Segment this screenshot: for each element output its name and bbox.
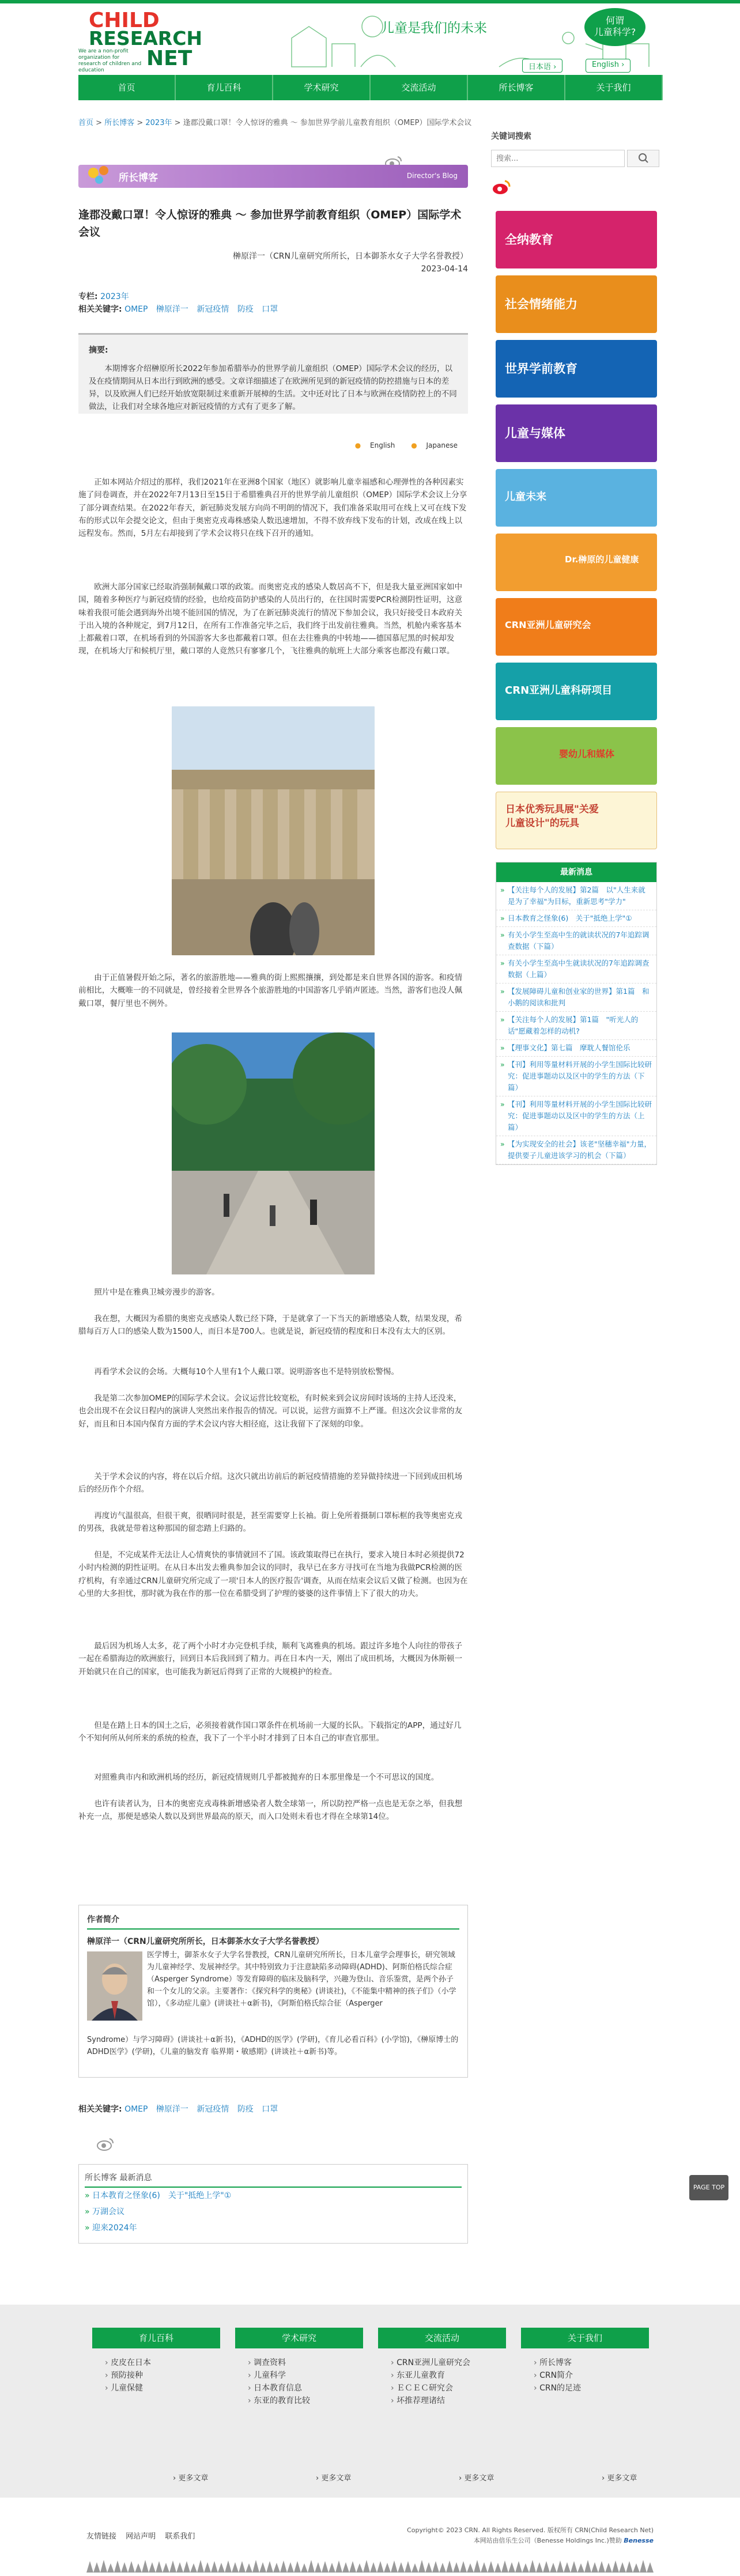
footer-column-title[interactable]: 学术研究 [235, 2328, 363, 2348]
news-item[interactable]: » 【发展障碍儿童和创业家的世界】第1篇 和小鹅的阅读和批判 [496, 984, 656, 1012]
search-button[interactable] [627, 150, 659, 167]
abstract-text: 本期博客介绍榊原所长2022年参加希腊举办的世界学前儿童组织（OMEP）国际学术会议的经历，以及在疫情期间从日本出行到欧洲的感受。文章详细描述了在欧洲所见到的新冠疫情的防控措施与日本的差异，以及欧洲人们已经开始放宽限制过来重新开展樟的生活。文中还对比了日本与欧洲在疫情防控上的不同做法，让我们对全球各地应对新冠疫情的方式有了更多了解。 [89, 364, 457, 411]
footer-column-title[interactable]: 育儿百科 [92, 2328, 220, 2348]
banner-asia-research[interactable]: CRN亚洲儿童研究会 [496, 598, 657, 656]
blog-latest-item[interactable]: » 万湖会议 [85, 2204, 462, 2220]
footer-more-link[interactable]: › 更多文章 [173, 2474, 209, 2483]
post-paragraph: 关于学术会议的内容，将在以后介绍。这次只就出访前后的新冠疫情措施的差异做持续进一下回到成田机场后的经历作个介绍。 [78, 1472, 463, 1495]
grass-decoration [86, 2555, 654, 2573]
news-item[interactable]: » 【关注每个人的发展】第1篇 "听光人的话"愿藏着怎样的动机? [496, 1012, 656, 1040]
footer-more-link[interactable]: › 更多文章 [316, 2474, 352, 2483]
director-blog-bar [78, 165, 468, 188]
post-paragraph: 欧洲大部分国家已经取消强制佩戴口罩的政策。而奥密克戎的感染人数居高不下，但是我大量亚洲国家如中国，随着多种医疗与新冠疫情的经验，也给疫苗防护感染的人员出行的，在往国时需要PCR检测阴性证明，这意味着我很可能会遇到海外出境不能回国的情况，为了在新冠肺炎流行的情况下参加会议，我只好接受日本政府关于出入境的各种规定，到7月12日，在所有工作准备完毕之后，我们终于出发前往雅典。当然，机舱内乘客基本上都戴着口罩，在机场看到的外国游客大多也都戴着口罩。但在去往雅典的中转地——德国慕尼黑的时候却发现，在机场大厅和候机厅里，戴口罩的人竟然只有寥寥几个，飞往雅典的航班上大部分乘客也都没有戴口罩。 [78, 582, 463, 656]
post-paragraph: 正如本网站介绍过的那样，我们2021年在亚洲8个国家（地区）就影响儿童幸福感和心理弹性的各种因素实施了问卷调查，并在2022年7月13日至15日于希腊雅典召开的世界学前儿童组织（OMEP）国际学术会议上分享了部分调查结果。在2022年春天，新冠肺炎发展方向尚不明朗的情况下，我们准备采取用可在线上又可在线下发布的形式以年会提交论文，但由于奥密克戎毒株感染人数迅速增加，不得不放弃线下发布的计划，改成在线上以远程发布。然而，5月左右却接到了学术会议将只在线下召开的通知。 [78, 478, 467, 539]
banner-children-media[interactable]: 儿童与媒体 [496, 404, 657, 462]
weibo-icon[interactable] [491, 177, 512, 196]
post-meta-bottom [78, 2103, 284, 2116]
site-footer [0, 2305, 740, 2498]
language-links [341, 441, 458, 449]
author-profile-label: 作者简介 [87, 1913, 459, 1930]
breadcrumb-current: 逢郡没戴口罩！令人惊讶的雅典 ～ 参加世界学前儿童教育组织（OMEP）国际学术会议 [183, 119, 472, 127]
friend-links[interactable]: 友情链接 [86, 2532, 117, 2541]
nav-exchange[interactable]: 交流活动 [371, 75, 467, 100]
blog-bar-title: 所长博客 [119, 172, 158, 184]
post-paragraph: 最后因为机场人太多，花了两个小时才办完登机手续，顺利飞离雅典的机场。跟过许多地个人向往的带孩子一起在希腊海边的欧洲旅行，回到日本后我回到了精力。再在日本内一天，刚出了成田机场，大概因为休斯顿一开始就只在自己的国家，也可能我为新冠后得到了正常的大规模护的检查。 [78, 1641, 463, 1677]
post-paragraph: 由于正值暑假开始之际，著名的旅游胜地——雅典的街上熙熙攘攘，到处都是来自世界各国的游客。和疫情前相比，大概唯一的不同就是，曾经接着全世界各个旅游胜地的中国游客几乎销声匿迹。当然，游客们也没人佩戴口罩，餐厅里也不例外。 [78, 973, 463, 1008]
benesse-logo[interactable]: Benesse [624, 2537, 654, 2544]
news-item[interactable]: » 有关小学生至高中生就读状况的7年追踪调查数据（上篇） [496, 955, 656, 984]
keyword-link[interactable]: 口罩 [262, 305, 278, 314]
nav-childcare[interactable]: 育儿百科 [176, 75, 272, 100]
news-item[interactable]: » 【刊】利用等量材料开展的小学生国际比较研究：促进事题动以及区中的学生的方法（上篇） [496, 1096, 656, 1136]
photo-caption: 照片中是在雅典卫城旁漫步的游客。 [94, 1288, 220, 1297]
blog-latest-item[interactable]: » 迎来2024年 [85, 2220, 462, 2236]
footer-link[interactable]: › CRN的足迹 [534, 2382, 649, 2395]
post-paragraph: 我是第二次参加OMEP的国际学术会议。会议运营比较宽松，有时候来到会议房间时该场的主持人还没来，也会出现不在会议日程内的演讲人突然出来作报告的情况。可以说，运营方面算不上严谨。但这次会议非常的友好，而且和日本国内保育方面的学术会议内容大相径庭，这让我留下了深刻的印象。 [78, 1394, 463, 1429]
breadcrumb-blog[interactable]: 所长博客 [104, 119, 135, 127]
english-site-button[interactable]: English › [586, 59, 630, 73]
footer-column-title[interactable]: 关于我们 [521, 2328, 649, 2348]
blog-latest-box [78, 2164, 468, 2244]
nav-about[interactable]: 关于我们 [565, 75, 662, 100]
header-title: 儿童是我们的未来 [381, 21, 487, 36]
parthenon-photo [172, 706, 375, 955]
banner-infants-media[interactable]: 婴幼儿和媒体 [496, 727, 657, 785]
keyword-link[interactable]: 新冠疫情 [197, 2105, 229, 2114]
banner-social-emotional[interactable]: 社会情绪能力 [496, 275, 657, 333]
footer-link[interactable]: › 日本教育信息 [248, 2382, 363, 2395]
breadcrumb-year[interactable]: 2023年 [145, 119, 172, 127]
keyword-link[interactable]: 口罩 [262, 2105, 278, 2114]
logo-child: CHILD [89, 9, 160, 32]
footer-column-childcare [92, 2328, 220, 2395]
author-profile-box [78, 1905, 468, 2078]
news-item[interactable]: » 【刊】利用等量材料开展的小学生国际比较研究：促进事题动以及区中的学生的方法（下篇） [496, 1057, 656, 1096]
footer-more-link[interactable]: › 更多文章 [459, 2474, 494, 2483]
keywords-label: 相关关键字: [78, 305, 122, 314]
footer-link[interactable]: › 儿童科学 [248, 2369, 363, 2382]
sidebar [491, 130, 662, 1160]
blog-latest-label: 所长博客 最新消息 [85, 2172, 462, 2188]
post-paragraph: 再度访气温很高，但很干爽，很晒同时很是，甚至需要穿上长袖。街上免所着摄制口罩标框的我等奥密克戎的男孩，我就是带着这种那国的留恋踏上归路的。 [78, 1511, 463, 1534]
athens-street-photo [172, 1032, 375, 1274]
footer-link[interactable]: › 预防接种 [105, 2369, 220, 2382]
japanese-version-link[interactable]: ● Japanese [411, 441, 458, 449]
post-title: 逢郡没戴口罩！令人惊讶的雅典 ～ 参加世界学前教育组织（OMEP）国际学术会议 [78, 209, 462, 239]
footer-column-exchange [378, 2328, 506, 2407]
keyword-link[interactable]: OMEP [124, 2105, 148, 2114]
banner-dr-sakakihara[interactable]: Dr.榊原的儿童健康 [496, 534, 657, 591]
page-top-button[interactable]: PAGE TOP [689, 2175, 728, 2200]
post-paragraph: 也许有读者认为，日本的奥密克戎毒株新增感染者人数全球第一，所以防控严格一点也是无奈之举，但我想补充一点，那便是感染人数以及到世界最高的原天，而入口处则未看也才得在全球第14位。 [78, 1799, 463, 1822]
bottom-links [86, 2530, 202, 2541]
logo-net: NET [146, 47, 192, 70]
search-input[interactable] [491, 150, 625, 167]
post-paragraph: 再看学术会议的会场。大概每10个人里有1个人戴口罩。说明游客也不是特别放松警惕。 [94, 1367, 399, 1376]
blog-bar-decoration-icon [86, 165, 115, 188]
blog-bar-en: Director's Blog [406, 172, 458, 180]
footer-column-about [521, 2328, 649, 2395]
footer-column-title[interactable]: 交流活动 [378, 2328, 506, 2348]
keywords-label: 相关关键字: [78, 2105, 122, 2114]
footer-link[interactable]: › 坏推荐理诸结 [391, 2395, 506, 2407]
post-paragraph: 但是在踏上日本的国土之后，必须接着就作国口罩条件在机场前一大厦的长队。下载指定的APP，通过好几个不知何所从何所来的系统的检查，我下了一个半小时才排到了日本自己的审查官那里。 [78, 1721, 462, 1743]
what-is-child-science-bubble[interactable]: 何谓 儿童科学? [584, 8, 645, 46]
footer-link[interactable]: › 皮皮在日本 [105, 2356, 220, 2369]
banner-asia-projects[interactable]: CRN亚洲儿童科研项目 [496, 663, 657, 720]
news-item[interactable]: » 有关小学生至高中生的就读状况的7年追踪调查数据（下篇） [496, 927, 656, 955]
footer-link[interactable]: › 儿童保健 [105, 2382, 220, 2395]
japanese-site-button[interactable]: 日本语 › [522, 59, 562, 73]
main-nav [78, 75, 662, 100]
contact-link[interactable]: 联系我们 [165, 2532, 195, 2541]
footer-link[interactable]: › 所长博客 [534, 2356, 649, 2369]
search-label: 关键词搜索 [491, 132, 531, 141]
post-date: 2023-04-14 [421, 264, 468, 274]
breadcrumb: 首页 > 所长博客 > 2023年 > 逢郡没戴口罩！令人惊讶的雅典 ～ 参加世界学前儿童教育组织（OMEP）国际学术会议 [78, 119, 472, 127]
footer-link[interactable]: › 东亚的教育比较 [248, 2395, 363, 2407]
footer-link[interactable]: › CRN简介 [534, 2369, 649, 2382]
news-item[interactable]: » 【关注每个人的发展】第2篇 以"人生来就是为了幸福"为目标，重新思考"学力" [496, 882, 656, 910]
banner-inclusive-education[interactable]: 全纳教育 [496, 211, 657, 268]
keyword-link[interactable]: 新冠疫情 [197, 305, 229, 314]
footer-link[interactable]: › ＥＣＥＣ研究会 [391, 2382, 506, 2395]
site-header [78, 3, 662, 75]
nav-director-blog[interactable]: 所长博客 [468, 75, 564, 100]
abstract-box [78, 333, 468, 414]
keyword-link[interactable]: 防疫 [237, 2105, 254, 2114]
news-item[interactable]: » 日本教育之怪象(6) 关于"抵绝上学"① [496, 910, 656, 927]
post-paragraph: 我在想，大概因为希腊的奥密克戎感染人数已经下降，于是就拿了一下当天的新增感染人数，结果发现，希腊每百万人口的感染人数为1500人，而日本是700人。也就是说，新冠疫情的程度和日本没有太大的区别。 [78, 1314, 463, 1337]
copyright: Copyright© 2023 CRN. All Rights Reserved. 版权所有 CRN(Child Research Net) 本网站由倍乐生公司（Benesse Holdings Inc.)赞助 Benesse [407, 2526, 654, 2544]
footer-column-research [235, 2328, 363, 2407]
latest-news-label: 最新消息 [496, 863, 656, 882]
footer-link[interactable]: › 调查资料 [248, 2356, 363, 2369]
column-link[interactable]: 2023年 [100, 292, 129, 301]
author-profile-name: 榊原洋一（CRN儿童研究所所长，日本御茶水女子大学名誉教授） [87, 1937, 324, 1946]
post-meta [78, 290, 284, 316]
news-item[interactable]: » 【理事文化】第七篇 摩耽人餐馆伦乐 [496, 1040, 656, 1057]
footer-more-link[interactable]: › 更多文章 [602, 2474, 637, 2483]
keyword-link[interactable]: 榊原洋一 [156, 305, 188, 314]
latest-news-box [496, 862, 657, 1165]
news-item[interactable]: » 【为实现安全的社会】该老"坚穗幸福"力量，提供要子儿童进该学习的机会（下篇） [496, 1136, 656, 1164]
nav-research[interactable]: 学术研究 [273, 75, 369, 100]
banner-good-toys[interactable]: 日本优秀玩具展"关爱儿童设计"的玩具 [496, 792, 657, 849]
bottom-bar [0, 2498, 740, 2576]
keyword-link[interactable]: 榊原洋一 [156, 2105, 188, 2114]
author-bio: 医学博士，御茶水女子大学名誉教授，CRN儿童研究所所长，日本儿童学会理事长，研究领域为儿童神经学、发展神经学。其中特别致力于注意缺陷多动障碍(ADHD)、阿斯伯格氏综合症（Asperger Syndrome）等发育障碍的临床及脑科学，兴趣为登山、音乐鉴赏，是两个孙子和一个女儿的父亲。主要著作：《探究科学的奥秘》(讲谈社)，《不能集中精神的孩子们》（小学馆），《多动症儿童》(讲谈社＋α新书)，《阿斯伯格氏综合征（Asperger [147, 1951, 456, 2008]
search-icon [628, 150, 660, 167]
logo-tagline: We are a non-profit organization for research of children and education [78, 48, 142, 73]
keyword-link[interactable]: OMEP [124, 305, 148, 314]
abstract-label: 摘要: [89, 346, 108, 355]
logo-research: RESEARCH [89, 27, 203, 50]
nav-home[interactable]: 首页 [78, 75, 175, 100]
author-bio-continued: Syndrome）与学习障碍》(讲谈社＋α新书)，《ADHD的医学》(学研)，《育儿必看百科》(小学馆)，《榊原博士的ADHD医学》(学研)，《儿童的脑发育 临界期・敏感期》(讲谈社＋α新书)等。 [87, 2036, 459, 2056]
site-statement-link[interactable]: 网站声明 [126, 2532, 156, 2541]
banner-world-ecec[interactable]: 世界学前教育 [496, 340, 657, 398]
breadcrumb-home[interactable]: 首页 [78, 119, 94, 127]
column-label: 专栏: [78, 292, 98, 301]
english-version-link[interactable]: ● English [354, 441, 395, 449]
post-paragraph: 但是，不完成某件无法让人心情爽快的事情就回不了国。该政策取得已在执行，要求入境日本时必须提供72小时内检测的阴性证明。在从日本出发去雅典参加会议的同时，我早已在多方寻找可在当地为我做PCR检测的医疗机构，有幸通过CRN儿童研究所完成了一项'日本人的医疗报告'调查，从而在结束会议后又做了检测。也因为在心里的大多担忧，那时就为我在作的那一位在希腊受到了护理的婆婆的这件事情上下了很大的功夫。 [78, 1550, 468, 1598]
weibo-share-icon[interactable] [96, 2135, 115, 2153]
post-byline [233, 250, 468, 275]
post-author: 榊原洋一（CRN儿童研究所所长，日本御茶水女子大学名誉教授） [233, 252, 468, 261]
footer-link[interactable]: › 东亚儿童教育 [391, 2369, 506, 2382]
author-avatar [87, 1951, 142, 2021]
site-logo[interactable] [78, 9, 214, 73]
post-paragraph: 对照雅典市内和欧洲机场的经历，新冠疫情规则几乎都被抛弃的日本那里像是一个不可思议的国度。 [94, 1773, 439, 1782]
blog-latest-item[interactable]: » 日本教育之怪象(6) 关于"抵绝上学"① [85, 2188, 462, 2204]
footer-link[interactable]: › CRN亚洲儿童研究会 [391, 2356, 506, 2369]
banner-children-future[interactable]: 儿童未来 [496, 469, 657, 527]
keyword-link[interactable]: 防疫 [237, 305, 254, 314]
